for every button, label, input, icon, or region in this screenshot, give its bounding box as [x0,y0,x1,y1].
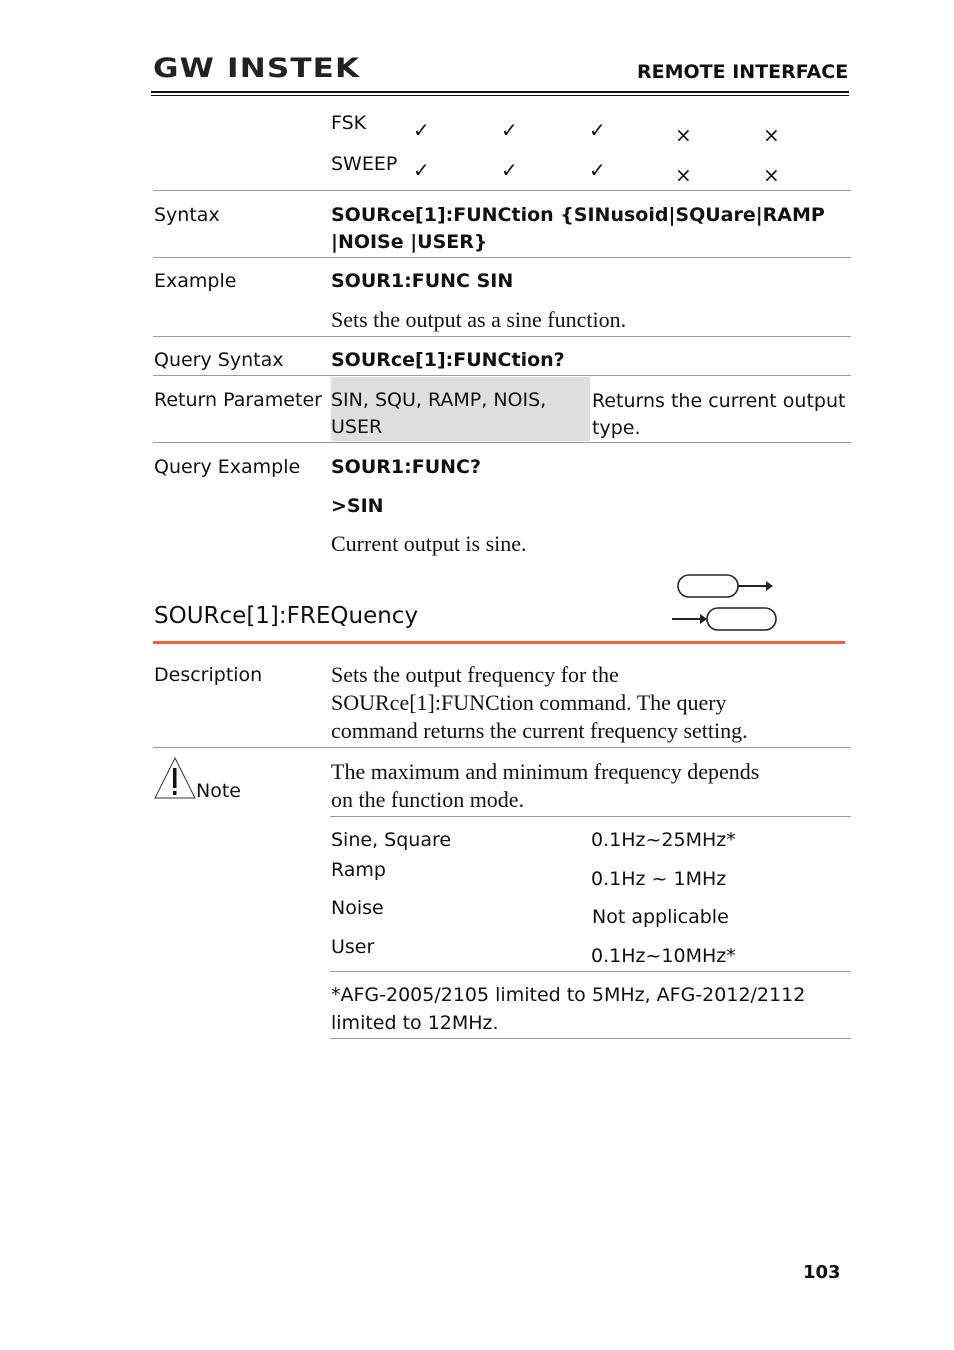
mode-range: 0.1Hz ~ 1MHz [591,868,727,890]
footnote-line-2: limited to 12MHz. [331,1012,499,1034]
set-query-icon [672,573,782,633]
check-icon: ✓ [501,118,518,142]
mode-range: 0.1Hz~25MHz* [591,829,736,851]
warning-icon [153,756,197,800]
section-heading: SOURce[1]:FREQuency [154,603,419,629]
divider [153,747,851,748]
check-icon: ✓ [413,158,430,182]
divider [153,190,851,191]
cross-icon: × [763,123,780,147]
example-label: Example [154,270,237,292]
divider [330,816,851,817]
return-description-line-1: Returns the current output [592,390,846,412]
syntax-line-1: SOURce[1]:FUNCtion {SINusoid|SQUare|RAMP [331,204,825,226]
query-example-label: Query Example [154,456,301,478]
syntax-label: Syntax [154,204,220,226]
check-icon: ✓ [413,118,430,142]
cross-icon: × [763,163,780,187]
divider [153,336,851,337]
mode-label-fsk: FSK [331,112,367,134]
return-parameter-label: Return Parameter [154,389,322,411]
description-line-1: Sets the output frequency for the [331,662,619,687]
section-accent-rule [153,641,845,644]
mode-name: Noise [331,897,384,919]
mode-range: 0.1Hz~10MHz* [591,945,736,967]
header-rule-thin [151,95,849,96]
mode-name: Sine, Square [331,829,452,851]
check-icon: ✓ [501,158,518,182]
mode-name: User [331,936,375,958]
check-icon: ✓ [589,158,606,182]
query-example-description: Current output is sine. [331,531,527,556]
divider [330,971,851,972]
footnote-line-1: *AFG-2005/2105 limited to 5MHz, AFG-2012/2112 [331,984,806,1006]
query-example-response: >SIN [331,495,384,517]
check-icon: ✓ [589,118,606,142]
syntax-line-2: |NOISe |USER} [331,231,488,253]
description-line-2: SOURce[1]:FUNCtion command. The query [331,690,727,715]
query-syntax-label: Query Syntax [154,349,284,371]
note-line-2: on the function mode. [331,787,525,812]
mode-name: Ramp [331,859,386,881]
query-example-command: SOUR1:FUNC? [331,456,481,478]
divider [153,375,851,376]
cross-icon: × [675,163,692,187]
return-description-line-2: type. [592,417,641,439]
section-title: REMOTE INTERFACE [637,61,849,83]
divider [153,442,851,443]
mode-range: Not applicable [592,906,729,928]
description-label: Description [154,664,263,686]
example-command: SOUR1:FUNC SIN [331,270,514,292]
header-rule-thick [151,91,849,93]
divider [330,1038,851,1039]
query-syntax: SOURce[1]:FUNCtion? [331,349,565,371]
description-line-3: command returns the current frequency setting. [331,718,748,743]
mode-label-sweep: SWEEP [331,153,398,175]
cross-icon: × [675,123,692,147]
note-line-1: The maximum and minimum frequency depends [331,759,760,784]
example-description: Sets the output as a sine function. [331,307,627,332]
return-values-line-1: SIN, SQU, RAMP, NOIS, [331,389,547,411]
company-logo: GW INSTEK [153,53,361,84]
note-label: Note [196,780,241,802]
divider [153,257,851,258]
page-number: 103 [803,1262,841,1283]
return-values-line-2: USER [331,416,383,438]
